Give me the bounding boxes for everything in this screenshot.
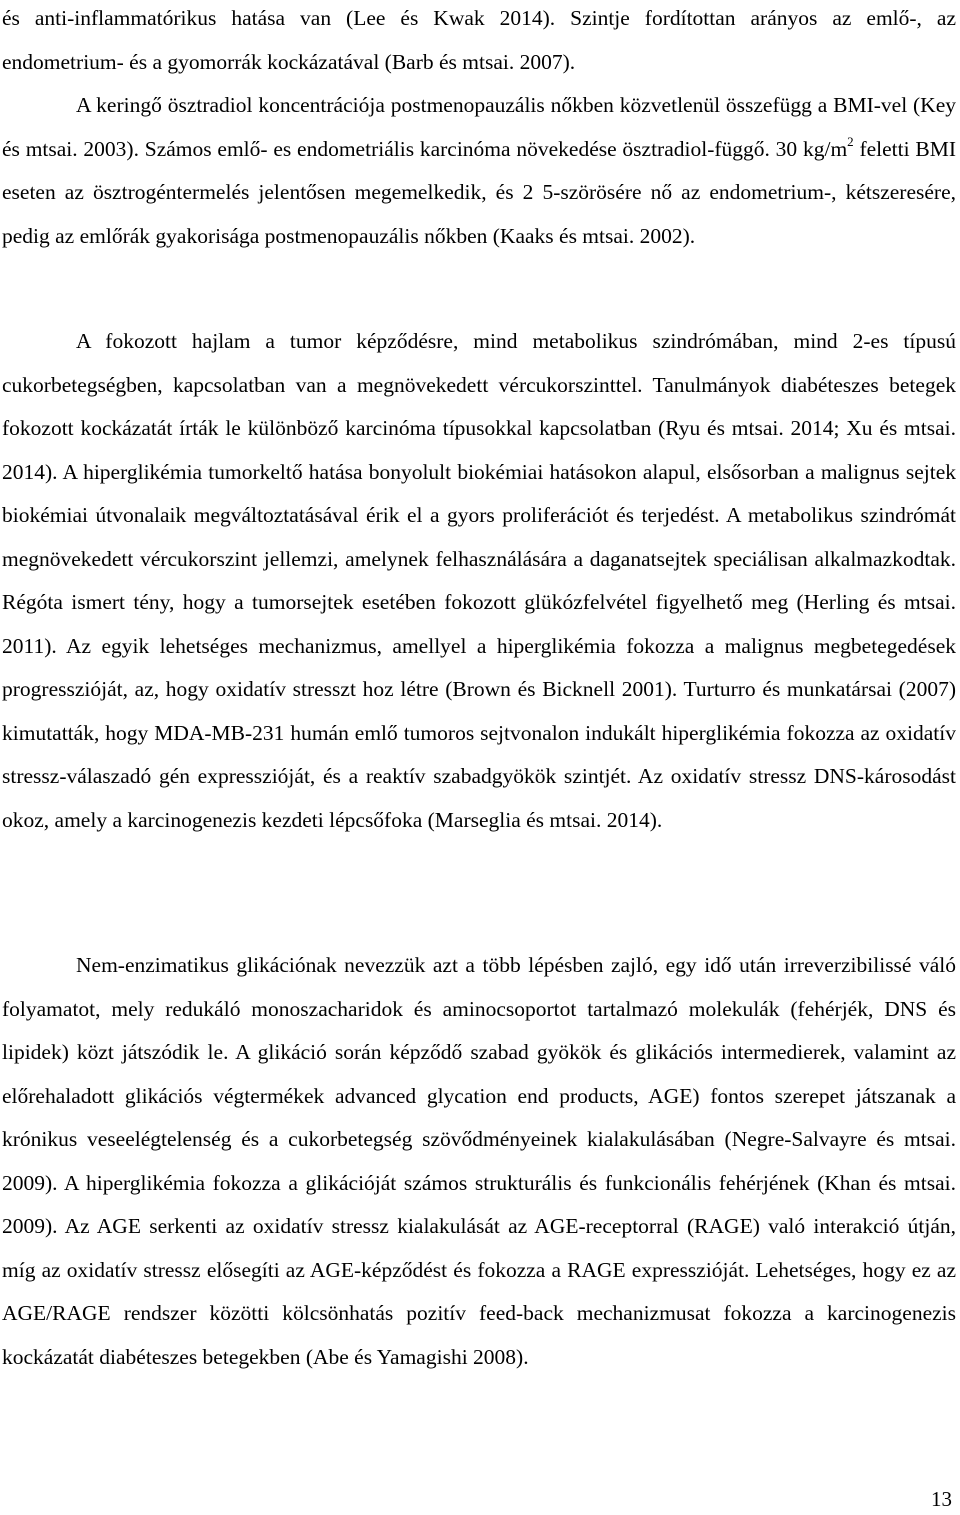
paragraph-4: Nem-enzimatikus glikációnak nevezzük azt a több lépésben zajló, egy idő után irreverzibilissé váló folyamatot, mely redukáló monoszacharidok és aminocsoportot tartalmazó molekulák (fehérjék, DNS és lipidek) közt játszódik le. A glikáció során képződő szabad gyökök és glikációs intermedierek, valamint az előrehaladott glikációs végtermékek advanced glycation end products, AGE) fontos szerepet játszanak a krónikus veseelégtelenség és a cukorbetegség szövődményeinek kialakulásában (Negre-Salvayre és mtsai. 2009). A hiperglikémia fokozza a glikációját számos strukturális és funkcionális fehérjének (Khan és mtsai. 2009). Az AGE serkenti az oxidatív stressz kialakulását az AGE-receptorral (RAGE) való interakció útján, míg az oxidatív stressz elősegíti az AGE-képződést és fokozza a RAGE expresszióját. Lehetséges, hogy ez az AGE/RAGE rendszer közötti kölcsönhatás pozitív feed-back mechanizmusat fokozza a karcinogenezis kockázatát diabéteszes betegekben (Abe és Yamagishi 2008).: [2, 953, 956, 1369]
paragraph-3: A fokozott hajlam a tumor képződésre, mind metabolikus szindrómában, mind 2-es típusú cukorbetegségben, kapcsolatban van a megnövekedett vércukorszinttel. Tanulmányok diabéteszes betegek fokozott kockázatát írták le különböző karcinóma típusokkal kapcsolatban (Ryu és mtsai. 2014; Xu és mtsai. 2014). A hiperglikémia tumorkeltő hatása bonyolult biokémiai hatásokon alapul, elsősorban a malignus sejtek biokémiai útvonalaik megváltoztatásával érik el a gyors proliferációt és terjedést. A metabolikus szindrómát megnövekedett vércukorszint jellemzi, amelynek felhasználására a daganatsejtek speciálisan alkalmazkodtak. Régóta ismert tény, hogy a tumorsejtek esetében fokozott glükózfelvétel figyelhető meg (Herling és mtsai. 2011). Az egyik lehetséges mechanizmus, amellyel a hiperglikémia fokozza a malignus megbetegedések progresszióját, az, hogy oxidatív stresszt hoz létre (Brown és Bicknell 2001). Turturro és munkatársai (2007) kimutatták, hogy MDA-MB-231 humán emlő tumoros sejtvonalon indukált hiperglikémia fokozza az oxidatív stressz-válaszadó gén expresszióját, és a reaktív szabadgyökök szintjét. Az oxidatív stressz DNS-károsodást okoz, amely a karcinogenezis kezdeti lépcsőfoka (Marseglia és mtsai. 2014).: [2, 329, 956, 832]
superscript-2: 2: [847, 133, 854, 149]
page-number: 13: [931, 1487, 952, 1511]
paragraph-2-text-after: feletti BMI eseten az ösztrogéntermelés jelentősen megemelkedik, és 2 5-szörösére nő az endometrium-, kétszeresére, pedig az emlőrák gyakorisága postmenopauzális nőkben (Kaaks és mtsai. 2002).: [2, 136, 956, 248]
paragraph-2: [2, 84, 956, 258]
paragraph-2-text-before: A keringő ösztradiol koncentrációja postmenopauzális nőkben közvetlenül összefügg a BMI-vel (Key és mtsai. 2003). Számos emlő- es endometriális karcinóma növekedése ösztradiol-függő. 30 kg/m: [2, 93, 956, 161]
paragraph-1: és anti-inflammatórikus hatása van (Lee és Kwak 2014). Szintje fordítottan arányos az emlő-, az endometrium- és a gyomorrák kockázatával (Barb és mtsai. 2007).: [2, 6, 956, 74]
